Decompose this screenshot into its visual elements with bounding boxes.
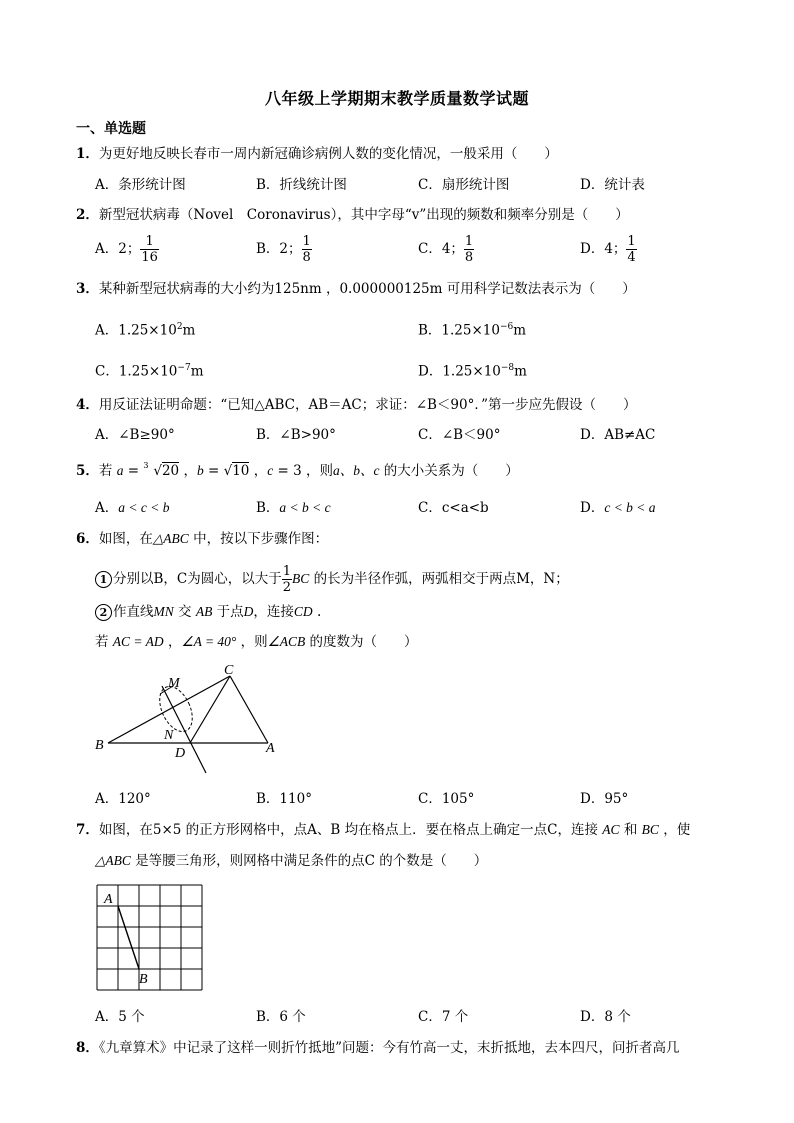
option-b: B．$1.25\times 10^{-6}m$	[418, 322, 527, 339]
option-b: B．折线统计图	[256, 177, 347, 193]
option-c	[418, 234, 474, 265]
question-stem: 用反证法证明命题：“已知△ABC，AB＝AC；求证：∠B＜90°．”第一步应先假设（ ）	[98, 397, 637, 413]
option-d: D．95°	[580, 791, 629, 807]
option-b: B．∠B>90°	[256, 427, 336, 443]
fraction: $\frac{1}{8}$	[302, 234, 311, 265]
question-7-line-2: △ABC 是等腰三角形，则网格中满足条件的点C 的个数是（ ）	[95, 853, 488, 869]
option-d: D．c < b < a	[580, 500, 656, 516]
question-stem: 《九章算术》中记录了这样一则折竹抵地”问题：今有竹高一丈，末折抵地，去本四尺，问折者高几	[98, 1040, 680, 1056]
option-c: C．7 个	[418, 1009, 469, 1025]
fraction: $\frac{1}{16}$	[141, 234, 158, 265]
question-stem: 新型冠状病毒（Novel Coronavirus），其中字母“v”出现的频数和频率分别是（ ）	[98, 207, 629, 223]
question-number: 2．	[76, 207, 99, 223]
option-a: A．∠B≥90°	[95, 427, 175, 443]
question-number: 6．	[76, 531, 99, 547]
option-c: C．c<a<b	[418, 500, 489, 516]
option-d: D．$1.25\times 10^{-8}m$	[418, 363, 527, 380]
question-7: 7．如图，在5×5 的正方形网格中，点A、B 均在格点上．要在格点上确定一点C，连接 AC 和 BC ，使	[76, 822, 691, 838]
option-c: C．∠B＜90°	[418, 427, 501, 443]
option-a: A．5 个	[95, 1009, 145, 1025]
question-4	[76, 396, 637, 414]
question-3	[76, 280, 636, 298]
option-d	[580, 234, 637, 265]
question-1	[76, 145, 558, 163]
label-a: A	[104, 892, 113, 907]
question-number: 3．	[76, 281, 99, 297]
option-d: D．统计表	[580, 177, 645, 193]
cube-root: 3 √20	[143, 461, 180, 479]
label-d: D	[175, 746, 186, 761]
step-1: 1 分别以B，C为圆心，以大于 $\frac{1}{2}$ BC 的长为半径作弧，两弧相交于两点M，N；	[95, 564, 569, 595]
segment-ab	[118, 906, 139, 969]
question-2	[76, 206, 629, 224]
label-a: A	[266, 741, 275, 756]
segment-ca	[230, 676, 268, 743]
option-label: C．4；	[418, 241, 464, 257]
option-a: A．120°	[95, 791, 151, 807]
label-m: M	[168, 676, 180, 691]
option-b: B．110°	[256, 791, 312, 807]
label-b: B	[139, 972, 148, 987]
grid-figure	[95, 883, 207, 995]
circled-number: 1	[95, 571, 112, 588]
segment-cd	[190, 676, 230, 743]
option-label: D．4；	[580, 241, 627, 257]
triangle-figure	[90, 660, 290, 780]
option-a: A．条形统计图	[95, 177, 186, 193]
label-c: C	[224, 663, 234, 678]
question-number: 1．	[76, 146, 99, 162]
option-b: B．a < b < c	[256, 500, 331, 516]
option-d: D．8 个	[580, 1009, 631, 1025]
question-number: 8．	[76, 1040, 99, 1056]
step-2: 2 作直线MN 交 AB 于点D，连接CD .	[95, 603, 321, 621]
label-b: B	[95, 738, 104, 753]
fraction: $\frac{1}{4}$	[627, 234, 636, 265]
option-b	[256, 234, 312, 265]
fraction: $\frac{1}{8}$	[464, 234, 474, 265]
option-label: A．2；	[95, 241, 141, 257]
option-d: D．AB≠AC	[580, 427, 656, 443]
fraction: $\frac{1}{2}$	[282, 564, 292, 595]
option-label: B．2；	[256, 241, 302, 257]
square-root: √10	[223, 463, 250, 479]
option-c: C．扇形统计图	[418, 177, 510, 193]
option-c: C．105°	[418, 791, 475, 807]
question-number: 7．	[76, 822, 99, 838]
option-a: A．a < c < b	[95, 500, 170, 516]
question-number: 5．	[76, 463, 99, 479]
grid-lines	[97, 885, 202, 990]
question-6: 6．如图，在△ABC 中，按以下步骤作图：	[76, 531, 329, 547]
condition: 若 AC = AD ，∠A = 40° ，则∠ACB 的度数为（ ）	[95, 634, 418, 650]
option-a: A．$1.25\times 10^2m$	[95, 322, 196, 339]
circled-number: 2	[95, 604, 112, 621]
question-stem: 为更好地反映长春市一周内新冠确诊病例人数的变化情况，一般采用（ ）	[98, 146, 558, 162]
option-a	[95, 234, 159, 265]
option-b: B．6 个	[256, 1009, 306, 1025]
label-n: N	[164, 728, 174, 743]
question-5: 5．若 a = 3 √20 ，b = √10 ，c = 3 ，则a、b、c 的大小关系为（ ）	[76, 461, 519, 479]
question-stem: 某种新型冠状病毒的大小约为125nm ，0.000000125m 可用科学记数法表示为（ ）	[98, 281, 636, 297]
page-title: 八年级上学期期末教学质量数学试题	[265, 89, 530, 108]
option-c: C．$1.25\times 10^{-7}m$	[95, 363, 204, 380]
question-number: 4．	[76, 397, 99, 413]
question-8	[76, 1039, 680, 1057]
section-heading: 一、单选题	[76, 121, 146, 137]
